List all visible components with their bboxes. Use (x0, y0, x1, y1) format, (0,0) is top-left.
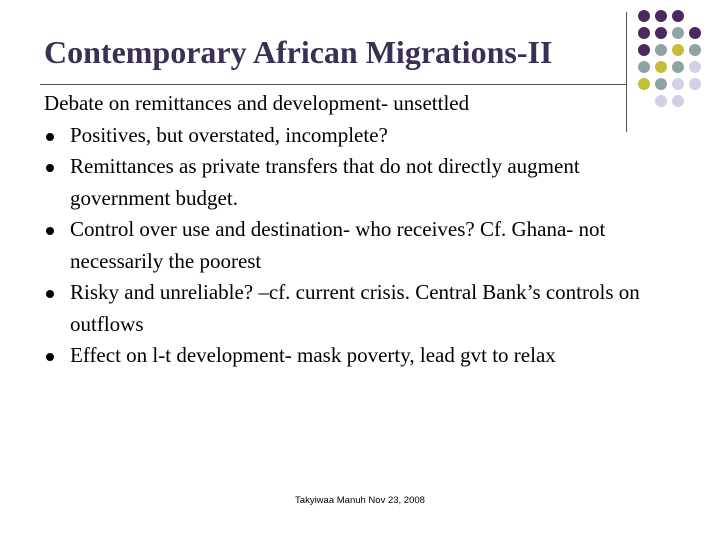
bullet-text: Control over use and destination- who receives? Cf. Ghana- not necessarily the poorest (70, 217, 606, 273)
decorative-dot (672, 95, 684, 107)
decorative-dot (672, 78, 684, 90)
decorative-dot (672, 10, 684, 22)
decorative-dot (638, 44, 650, 56)
decorative-dot (638, 10, 650, 22)
decorative-dot (638, 27, 650, 39)
bullet-item (44, 120, 664, 152)
decorative-dot (638, 61, 650, 73)
decorative-dot (672, 27, 684, 39)
bullet-icon (46, 290, 54, 298)
bullet-icon (46, 133, 54, 141)
bullet-icon (46, 164, 54, 172)
decorative-dot (689, 44, 701, 56)
bullet-text: Positives, but overstated, incomplete? (70, 122, 388, 147)
bullet-item (44, 214, 664, 277)
decorative-dot (655, 10, 667, 22)
slide-title: Contemporary African Migrations-II (44, 34, 553, 70)
bullet-icon (46, 353, 54, 361)
slide-body (44, 88, 664, 372)
decorative-dot (672, 44, 684, 56)
bullet-item (44, 151, 664, 214)
bullet-icon (46, 227, 54, 235)
decorative-dot (689, 61, 701, 73)
bullet-text: Remittances as private transfers that do not directly augment government budget. (70, 154, 580, 210)
slide-footer: Takyiwaa Manuh Nov 23, 2008 (295, 495, 425, 506)
title-underline (40, 84, 626, 85)
decorative-dot (655, 61, 667, 73)
intro-line: Debate on remittances and development- unsettled (44, 91, 470, 115)
decorative-dot (689, 27, 701, 39)
bullet-item (44, 277, 664, 340)
decorative-dot (655, 44, 667, 56)
bullet-text: Effect on l-t development- mask poverty, lead gvt to relax (70, 343, 556, 367)
decorative-dot (672, 61, 684, 73)
bullet-text: Risky and unreliable? –cf. current crisis. Central Bank’s controls on outflows (70, 280, 640, 336)
bullet-item (44, 340, 664, 372)
bullet-list (44, 120, 664, 372)
decorative-dot (689, 78, 701, 90)
decorative-dot (655, 27, 667, 39)
